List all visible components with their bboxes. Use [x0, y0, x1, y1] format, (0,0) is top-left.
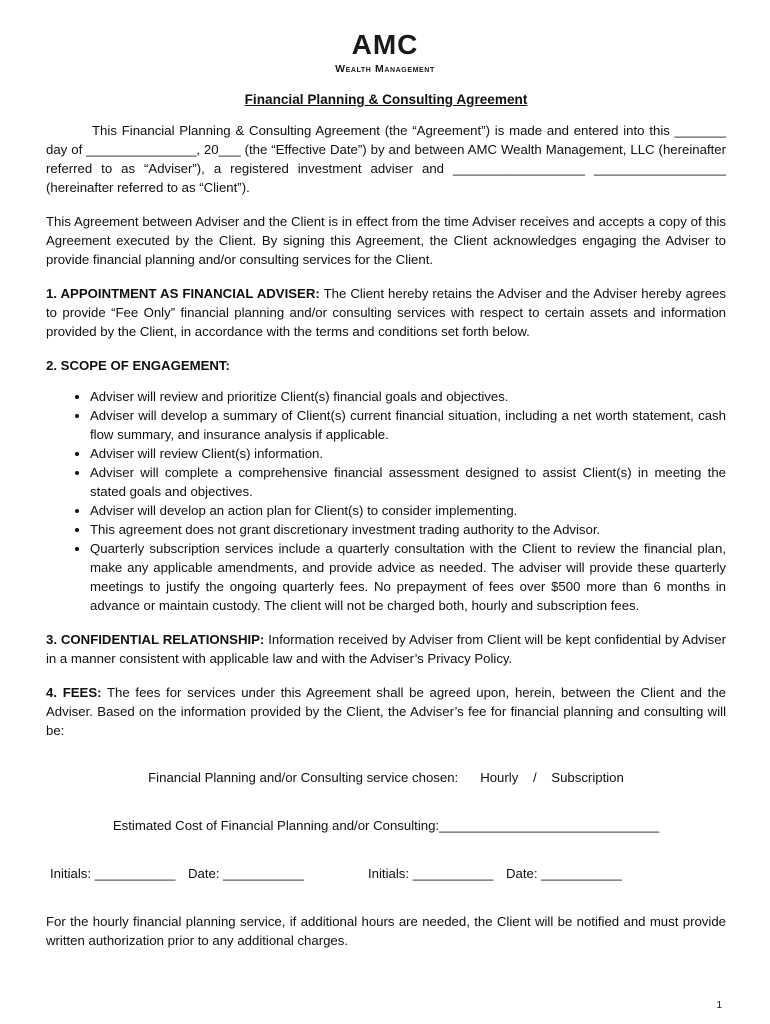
- logo-wordmark: AMC: [351, 29, 419, 60]
- section-heading: 4. FEES:: [46, 685, 102, 700]
- list-item: • Adviser will complete a comprehensive financial assessment designed to assist Client(s) in meeting the stated goals and objectives.: [90, 463, 726, 501]
- hourly-note: For the hourly financial planning service, if additional hours are needed, the Client will be notified and must provide written authorization prior to any additional charges.: [46, 914, 726, 948]
- list-item: • Adviser will review and prioritize Client(s) financial goals and objectives.: [90, 387, 726, 406]
- section-appointment: [46, 284, 726, 341]
- list-item: • Adviser will develop a summary of Client(s) current financial situation, including a net worth statement, cash flow summary, and insurance analysis if applicable.: [90, 406, 726, 444]
- effect-paragraph: This Agreement between Adviser and the Client is in effect from the time Adviser receives and accepts a copy of this Agreement executed by the Client. By signing this Agreement, the Client acknowledges engaging the Adviser to provide financial planning and/or consulting services for the Client.: [46, 214, 726, 267]
- section-scope-heading: [46, 356, 726, 375]
- document-body: [46, 90, 726, 950]
- list-item: • Quarterly subscription services include a quarterly consultation with the Client to review the financial plan, make any applicable amendments, and provide advice as needed. The adviser will provide these quarterly meetings to justify the ongoing quarterly fees. No prepayment of fees over $500 more than 6 months in advance or maintain custody. The client will not be charged both, hourly and subscription fees.: [90, 539, 726, 615]
- document-title: Financial Planning & Consulting Agreement: [244, 92, 528, 107]
- intro-paragraph: This Financial Planning & Consulting Agreement (the “Agreement”) is made and entered into this _______ day of _______________, 20___ (the “Effective Date”) by and between AMC Wealth Management, LLC (hereinafter referred to as “Adviser”), a registered investment adviser and __________________ __________________ (hereinafter referred to as “Client”).: [46, 123, 726, 195]
- logo-subtitle: Wealth Management: [335, 63, 435, 75]
- page-number: 1: [716, 1000, 722, 1011]
- section-heading: 1. APPOINTMENT AS FINANCIAL ADVISER:: [46, 286, 320, 301]
- list-item: • Adviser will develop an action plan for Client(s) to consider implementing.: [90, 501, 726, 520]
- initials-field-1[interactable]: Initials: ___________: [50, 866, 176, 881]
- initials-row: [46, 864, 726, 883]
- list-item: • This agreement does not grant discretionary investment trading authority to the Advisor.: [90, 520, 726, 539]
- scope-list: [46, 387, 726, 615]
- date-field-2[interactable]: Date: ___________: [506, 866, 622, 881]
- initials-field-2[interactable]: Initials: ___________: [368, 866, 494, 881]
- section-fees: [46, 683, 726, 740]
- date-field-1[interactable]: Date: ___________: [188, 866, 304, 881]
- section-heading: 2. SCOPE OF ENGAGEMENT:: [46, 358, 230, 373]
- section-confidential: [46, 630, 726, 668]
- company-logo: [0, 30, 770, 76]
- estimated-cost-field[interactable]: Estimated Cost of Financial Planning and/or Consulting:______________________________: [112, 818, 660, 833]
- list-item: • Adviser will review Client(s) information.: [90, 444, 726, 463]
- section-text: Information received by Adviser from Client will be kept confidential by Adviser in a manner consistent with applicable law and with the Adviser’s Privacy Policy.: [46, 632, 727, 666]
- service-chosen-field[interactable]: Financial Planning and/or Consulting service chosen: Hourly / Subscription: [148, 770, 624, 785]
- section-text: The Client hereby retains the Adviser and the Adviser hereby agrees to provide “Fee Only” financial planning and/or consulting services with respect to certain assets and information provided by the Client, in accordance with the terms and conditions set forth below.: [46, 286, 726, 339]
- section-heading: 3. CONFIDENTIAL RELATIONSHIP:: [46, 632, 265, 647]
- section-text: The fees for services under this Agreement shall be agreed upon, herein, between the Client and the Adviser. Based on the information provided by the Client, the Adviser’s fee for financial planning and consulting will be:: [46, 685, 726, 738]
